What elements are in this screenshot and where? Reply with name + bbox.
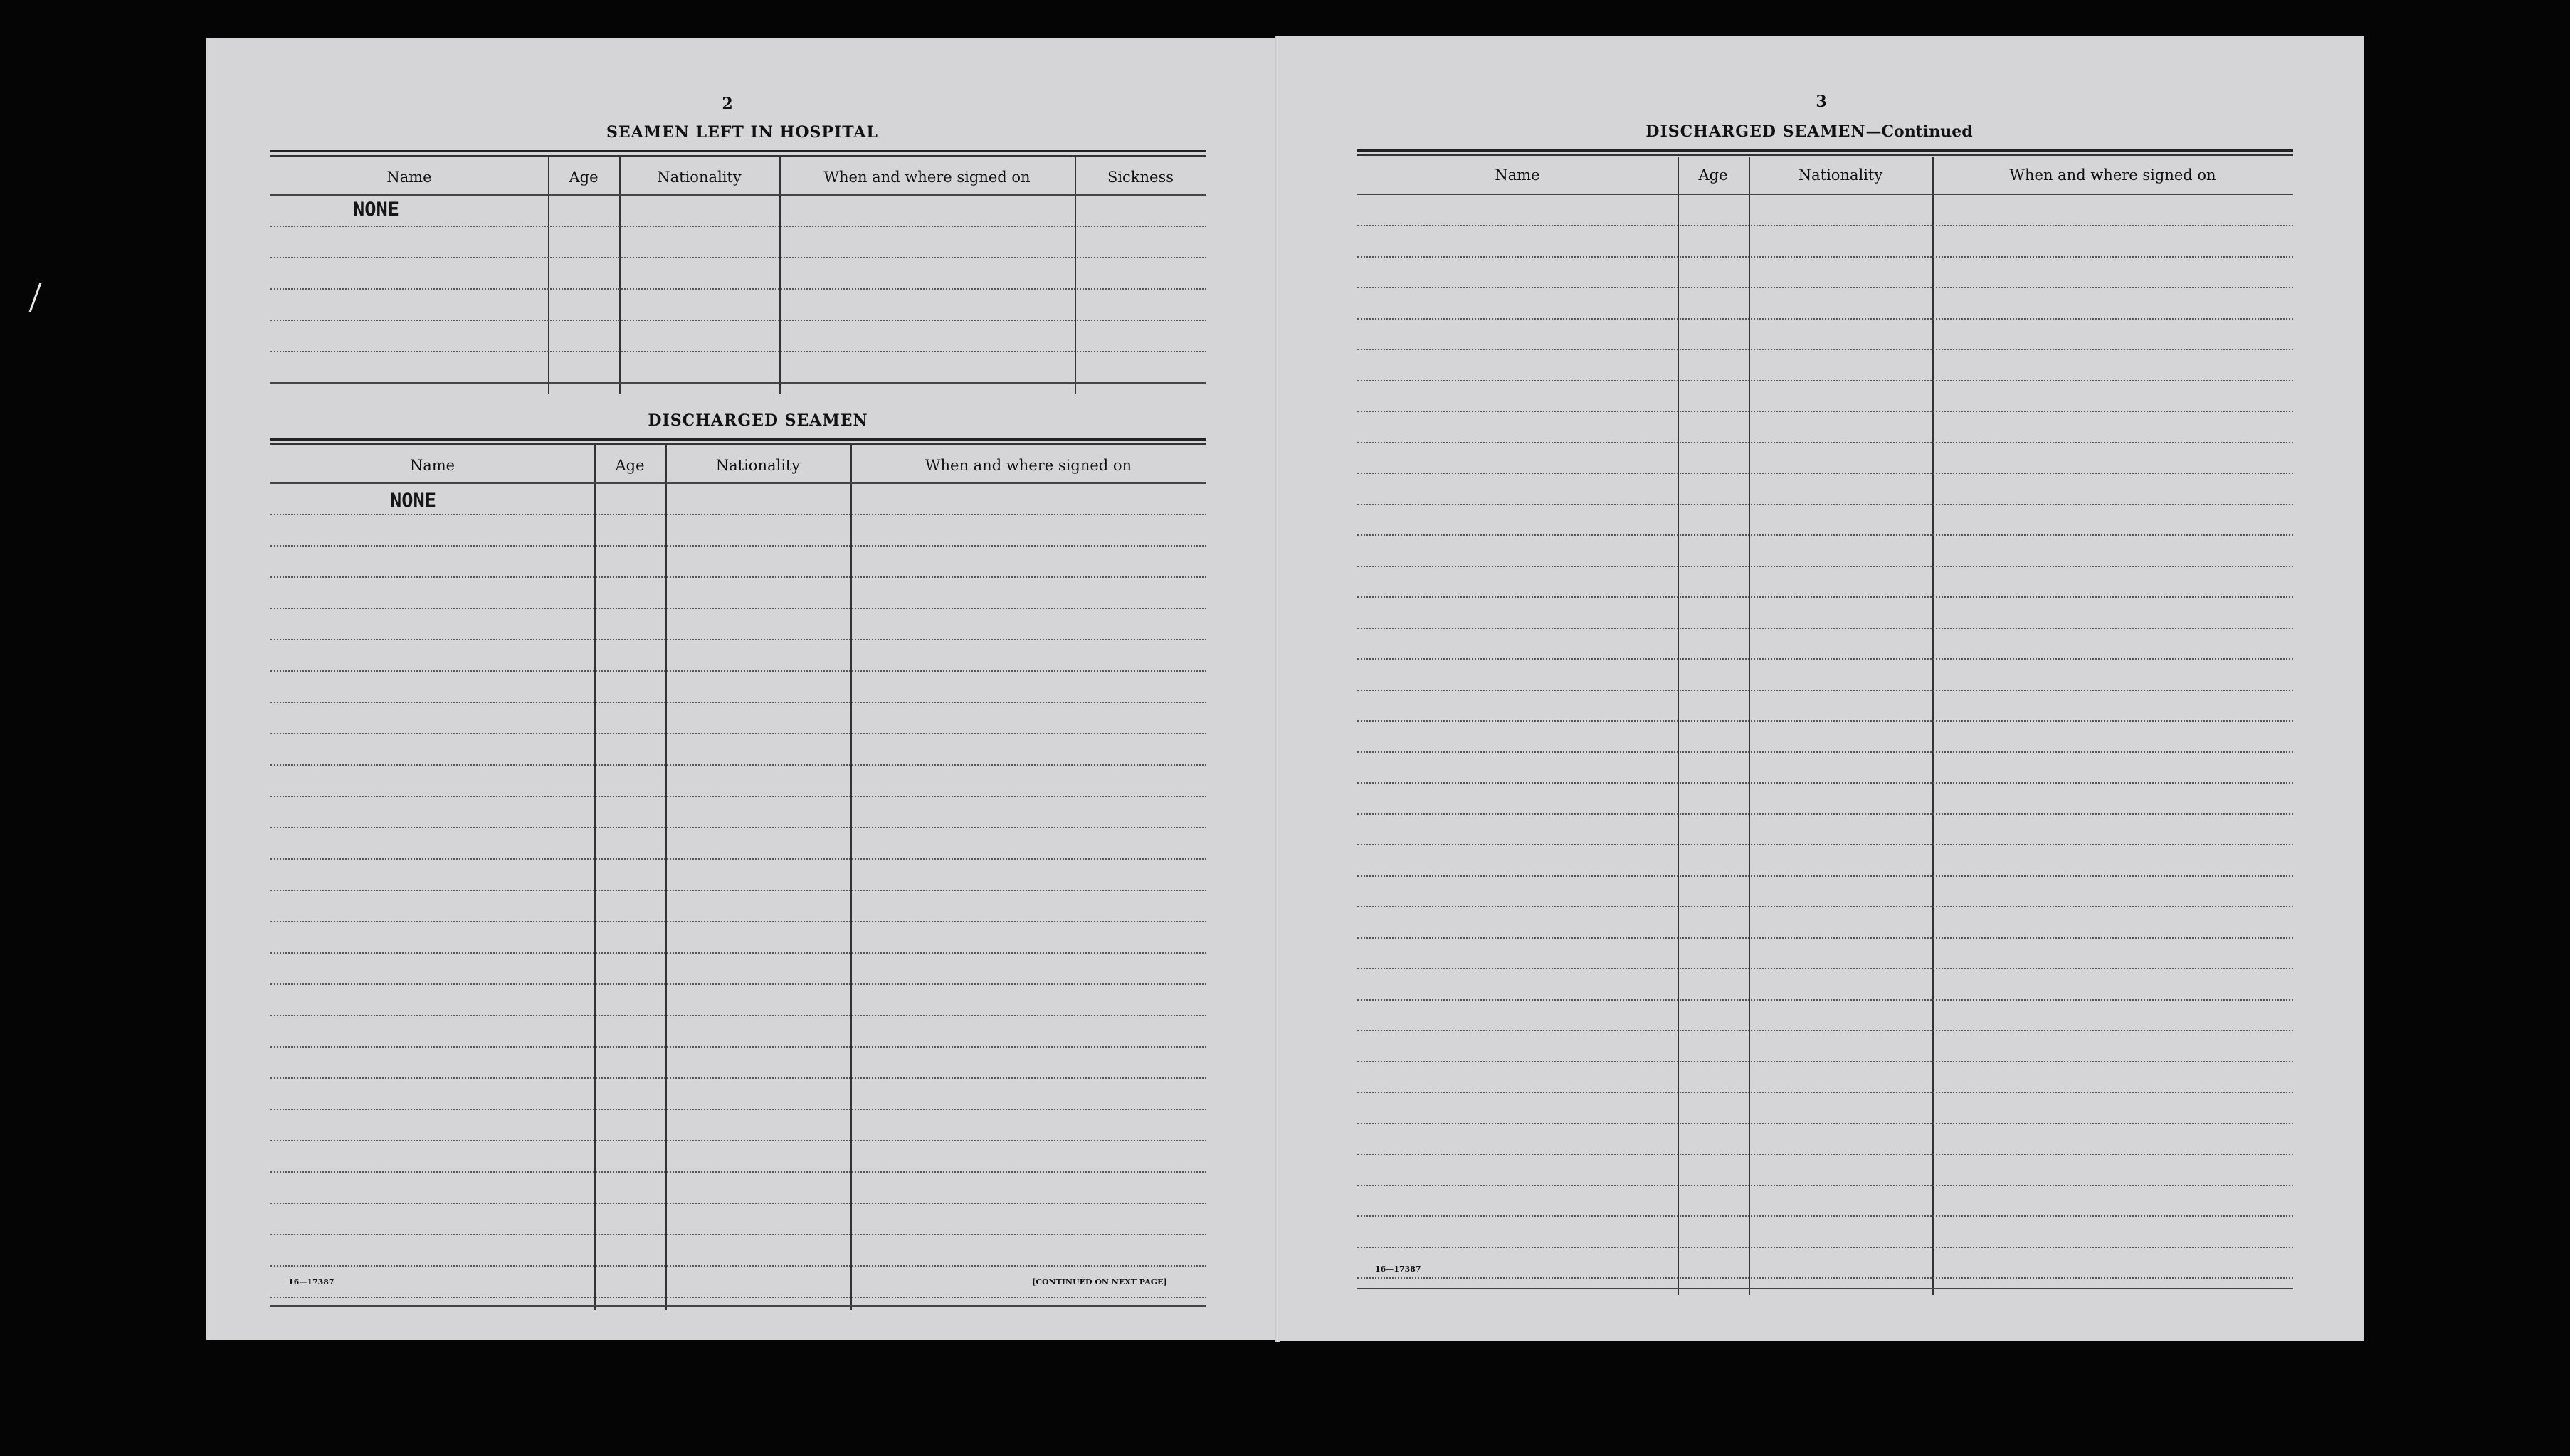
row-rule: [1357, 875, 2293, 877]
row-rule: [1357, 1061, 2293, 1062]
row-rule: [1357, 968, 2293, 969]
row-rule: [270, 1203, 1206, 1204]
row-rule: [270, 226, 1206, 227]
row-rule: [270, 576, 1206, 578]
row-rule: [1357, 658, 2293, 660]
col-header-name: Name: [386, 169, 432, 186]
column-divider: [1749, 157, 1750, 1295]
column-divider: [619, 157, 621, 394]
row-rule: [1357, 1123, 2293, 1124]
table-top-rule: [1357, 154, 2293, 156]
column-divider: [665, 445, 667, 1310]
row-rule: [1357, 844, 2293, 845]
row-rule: [270, 1109, 1206, 1110]
row-rule: [270, 1297, 1206, 1298]
row-rule: [1357, 1277, 2293, 1279]
discharged-section-title: DISCHARGED SEAMEN: [648, 411, 868, 430]
row-rule: [1357, 442, 2293, 443]
row-rule: [270, 733, 1206, 734]
row-rule: [270, 1046, 1206, 1048]
column-divider: [548, 157, 549, 394]
row-rule: [1357, 566, 2293, 567]
table-top-rule: [1357, 149, 2293, 152]
row-rule: [270, 257, 1206, 258]
row-rule: [1357, 596, 2293, 598]
bottom-rule: [270, 382, 1206, 384]
bottom-rule: [1357, 1288, 2293, 1289]
header-rule: [1357, 194, 2293, 195]
row-rule: [1357, 782, 2293, 784]
col-header-age: Age: [569, 169, 599, 186]
row-rule: [1357, 999, 2293, 1001]
row-rule: [270, 514, 1206, 515]
row-rule: [1357, 318, 2293, 320]
col-header-nationality: Nationality: [657, 169, 742, 186]
row-rule: [1357, 473, 2293, 474]
col-header-name: Name: [409, 457, 455, 474]
discharged-continued-title: [1645, 122, 1972, 141]
row-rule: [1357, 1030, 2293, 1031]
col-header-sickness: Sickness: [1107, 169, 1174, 186]
row-rule: [270, 1140, 1206, 1141]
row-rule: [1357, 1185, 2293, 1186]
discharged-entry: NONE: [390, 490, 437, 512]
row-rule: [1357, 504, 2293, 505]
row-rule: [1357, 628, 2293, 629]
col-header-nationality: Nationality: [715, 457, 801, 474]
col-header-signed-on: When and where signed on: [823, 169, 1031, 186]
row-rule: [270, 351, 1206, 352]
row-rule: [270, 639, 1206, 640]
row-rule: [1357, 349, 2293, 350]
row-rule: [1357, 690, 2293, 691]
row-rule: [270, 796, 1206, 797]
col-header-signed-on: When and where signed on: [925, 457, 1132, 474]
form-number: 16—17387: [288, 1277, 335, 1287]
left-page: [206, 38, 1278, 1340]
column-divider: [1075, 157, 1076, 394]
row-rule: [270, 1077, 1206, 1079]
title-suffix: —Continued: [1865, 122, 1973, 141]
row-rule: [270, 608, 1206, 609]
row-rule: [1357, 720, 2293, 722]
table-top-rule: [270, 155, 1206, 157]
row-rule: [1357, 937, 2293, 939]
scan-artifact: [29, 283, 42, 312]
discharged-table: [270, 438, 1206, 1310]
row-rule: [1357, 534, 2293, 536]
column-divider: [1678, 157, 1679, 1295]
col-header-signed-on: When and where signed on: [2009, 167, 2216, 184]
col-header-age: Age: [615, 457, 645, 474]
row-rule: [270, 670, 1206, 672]
hospital-entry: NONE: [353, 199, 400, 221]
table-top-rule: [270, 438, 1206, 441]
row-rule: [270, 1171, 1206, 1173]
row-rule: [1357, 813, 2293, 815]
row-rule: [1357, 906, 2293, 907]
row-rule: [270, 983, 1206, 985]
row-rule: [270, 320, 1206, 321]
bottom-rule: [270, 1305, 1206, 1307]
row-rule: [1357, 751, 2293, 753]
header-rule: [270, 482, 1206, 484]
row-rule: [270, 288, 1206, 290]
row-rule: [1357, 287, 2293, 288]
row-rule: [1357, 1092, 2293, 1093]
hospital-table: [270, 150, 1206, 392]
table-top-rule: [270, 443, 1206, 445]
row-rule: [270, 890, 1206, 891]
col-header-name: Name: [1495, 167, 1540, 184]
form-number: 16—17387: [1375, 1265, 1421, 1274]
row-rule: [270, 1234, 1206, 1235]
table-top-rule: [270, 150, 1206, 152]
right-page: [1279, 36, 2364, 1341]
row-rule: [1357, 1247, 2293, 1248]
row-rule: [270, 952, 1206, 954]
row-rule: [1357, 380, 2293, 381]
row-rule: [270, 921, 1206, 922]
hospital-section-title: SEAMEN LEFT IN HOSPITAL: [606, 123, 878, 142]
row-rule: [1357, 225, 2293, 226]
column-divider: [779, 157, 781, 394]
column-divider: [1932, 157, 1934, 1295]
row-rule: [270, 1015, 1206, 1016]
row-rule: [270, 858, 1206, 860]
row-rule: [270, 827, 1206, 828]
row-rule: [1357, 1154, 2293, 1155]
header-rule: [270, 194, 1206, 196]
row-rule: [270, 764, 1206, 766]
discharged-continued-table: [1357, 149, 2293, 1295]
row-rule: [1357, 256, 2293, 258]
page-number: 3: [1816, 93, 1827, 111]
col-header-age: Age: [1698, 167, 1728, 184]
column-divider: [594, 445, 596, 1310]
row-rule: [270, 702, 1206, 703]
row-rule: [270, 545, 1206, 547]
section-title: DISCHARGED SEAMEN: [1645, 122, 1866, 141]
row-rule: [1357, 411, 2293, 412]
row-rule: [1357, 1215, 2293, 1217]
col-header-nationality: Nationality: [1798, 167, 1883, 184]
column-divider: [850, 445, 852, 1310]
row-rule: [270, 1265, 1206, 1267]
page-number: 2: [722, 95, 733, 113]
continued-note: [CONTINUED ON NEXT PAGE]: [1032, 1277, 1167, 1287]
